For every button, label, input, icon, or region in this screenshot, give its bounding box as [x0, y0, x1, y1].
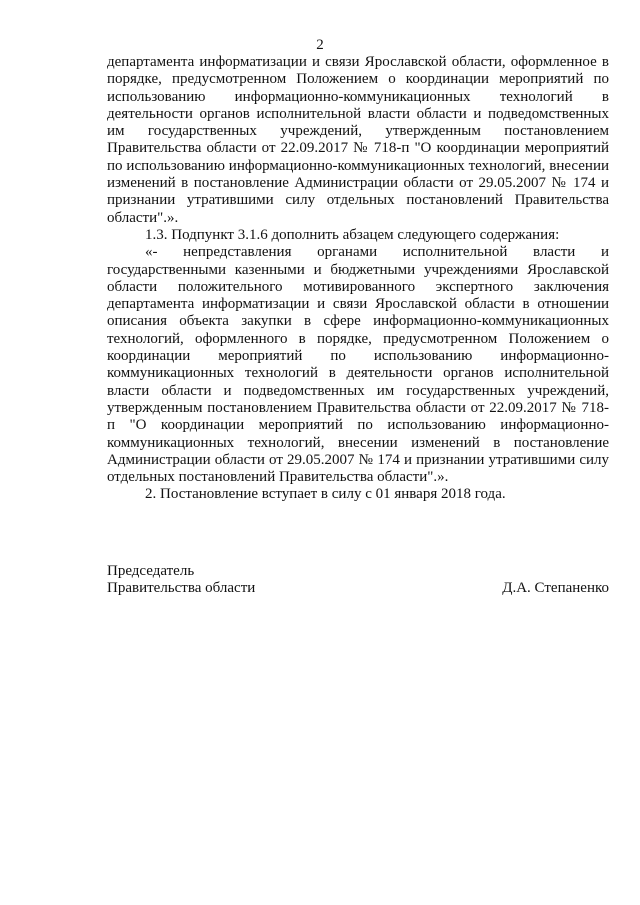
paragraph-amendment-text: «- непредставления органами исполнительной власти и государственными казенными и бюджетными учреждениями Ярославской области положительного мотивированного экспертного заключения департамента информатизации и связи Ярославской области в отношении описания объекта закупки в сфере информационно-коммуникационных технологий, оформленного в порядке, предусмотренном Положением о координации мероприятий по использованию информационно-коммуникационных технологий в деятельности органов исполнительной власти области и подведомственных им государственных учреждений, утвержденным постановлением Правительства области от 22.09.2017 № 718-п "О координации мероприятий по использованию информационно-коммуникационных технологий, внесении изменений в постановление Администрации области от 29.05.2007 № 174 и признании утратившими силу отдельных постановлений Правительства области".». [107, 244, 609, 486]
paragraph-continuation: департамента информатизации и связи Ярославской области, оформленное в порядке, предусмотренном Положением о координации мероприятий по использованию информационно-коммуникационных технологий в деятельности органов исполнительной власти области и подведомственных им государственных учреждений, утвержденным постановлением Правительства области от 22.09.2017 № 718-п "О координации мероприятий по использованию информационно-коммуникационных технологий, внесении изменений в постановление Администрации области от 29.05.2007 № 174 и признании утратившими силу отдельных постановлений Правительства области".». [107, 54, 609, 226]
document-body [107, 54, 609, 504]
paragraph-effective-date: 2. Постановление вступает в силу с 01 января 2018 года. [145, 486, 506, 503]
signatory-title-line2: Правительства области [107, 580, 256, 597]
signatory-name: Д.А. Степаненко [502, 580, 609, 597]
page-number: 2 [316, 37, 324, 53]
paragraph-amendment-intro: 1.3. Подпункт 3.1.6 дополнить абзацем следующего содержания: [145, 226, 560, 243]
signature-row [107, 580, 609, 597]
signature-block [107, 563, 609, 598]
signatory-title-line1: Председатель [107, 563, 195, 579]
